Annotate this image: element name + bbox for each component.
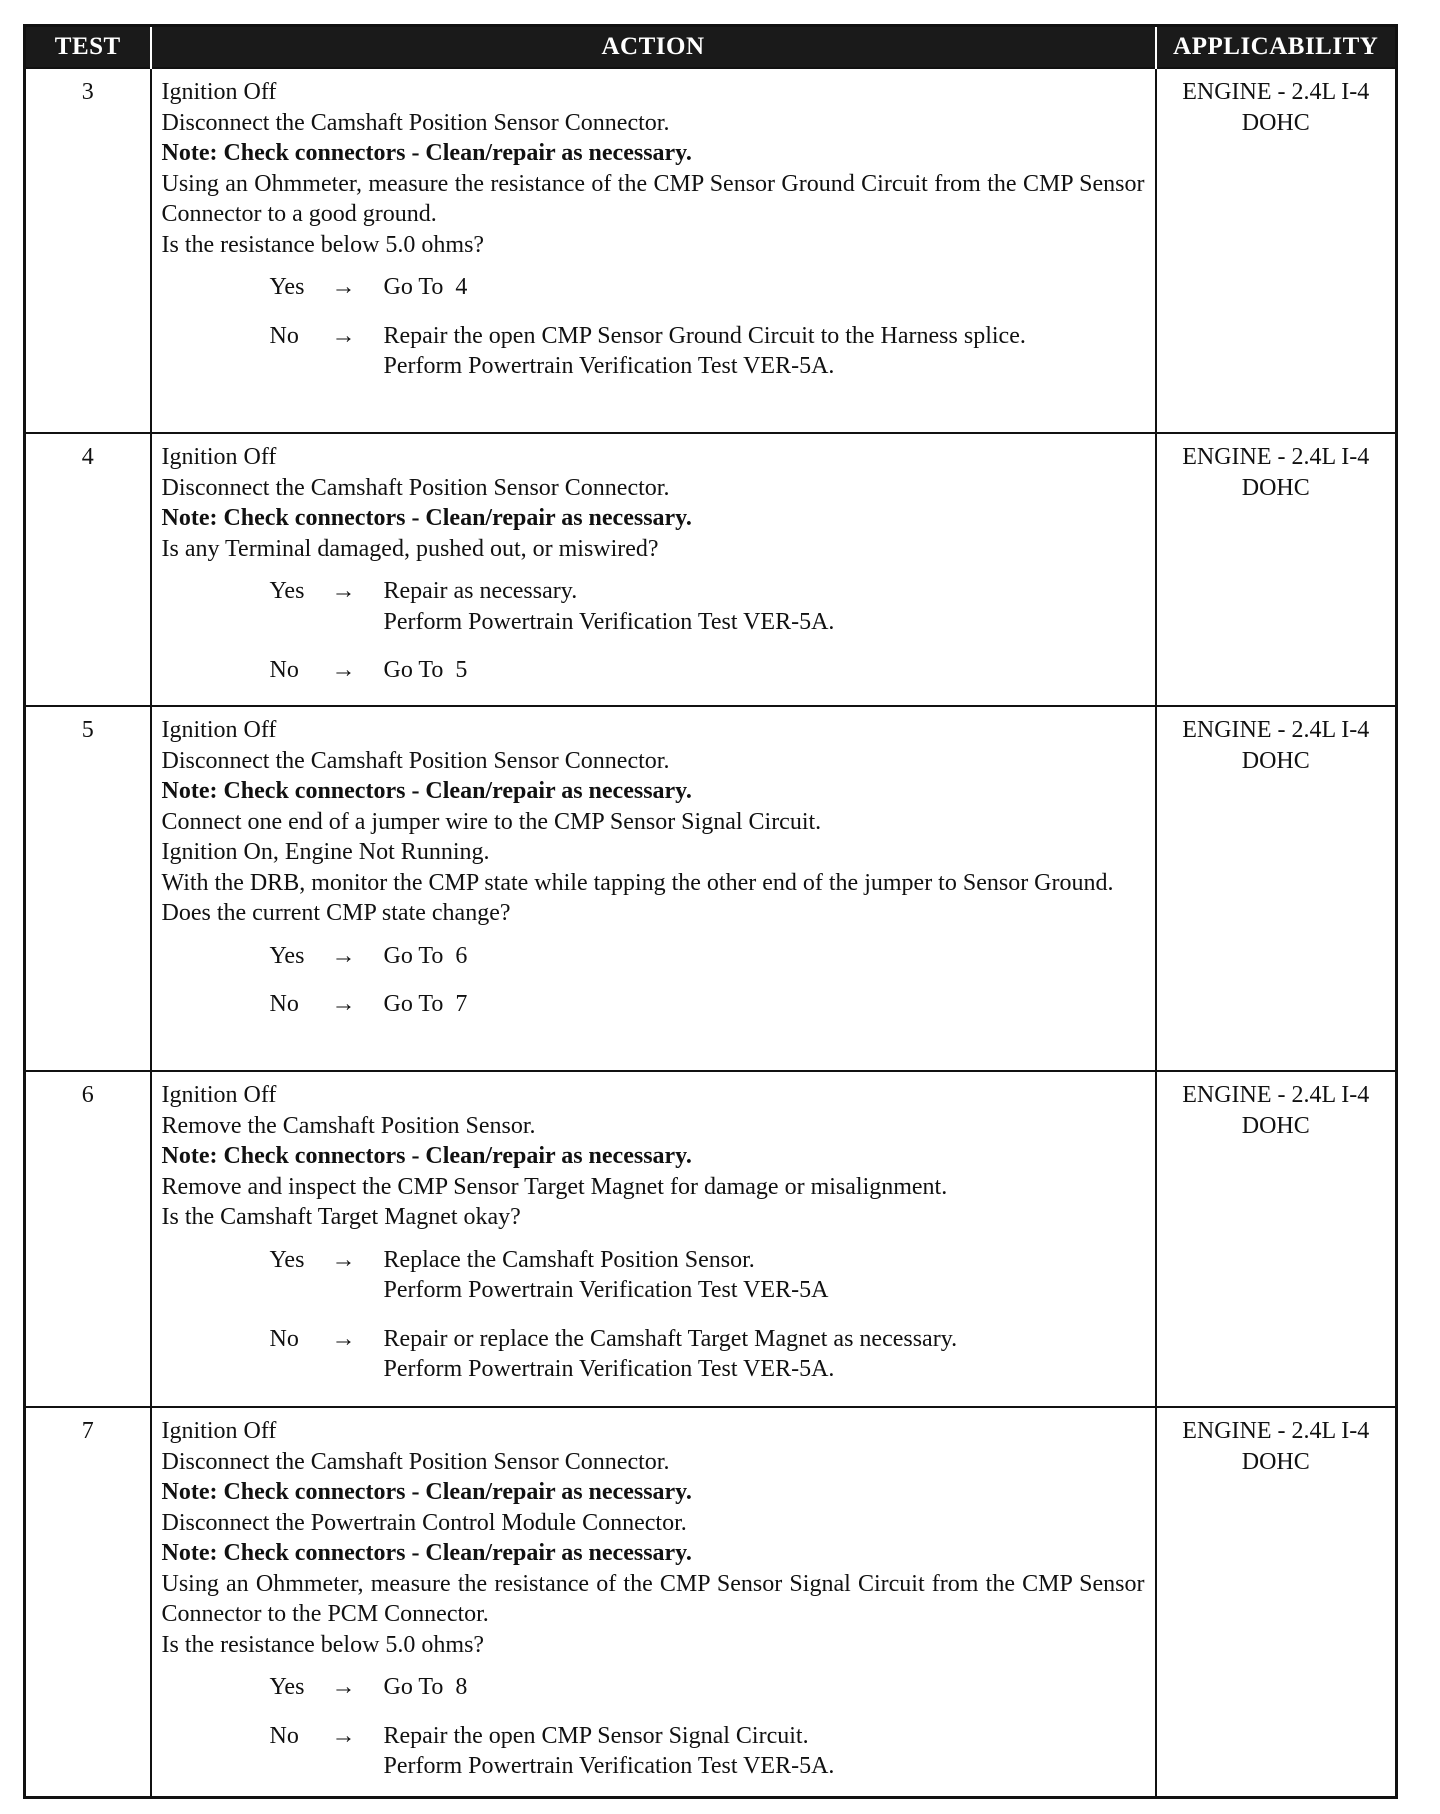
result-text: [384, 272, 1145, 303]
result-text: [384, 1721, 1145, 1782]
applicability-line: ENGINE - 2.4L I-4: [1182, 717, 1370, 743]
result-line: Replace the Camshaft Position Sensor.: [383, 1246, 755, 1273]
result-label: No: [269, 657, 299, 683]
result-label: Yes: [269, 942, 305, 969]
result-line: Go To 4: [383, 274, 468, 300]
table-row: [25, 1407, 1397, 1797]
result-text: [384, 941, 1145, 972]
arrow-icon: →: [331, 1722, 356, 1749]
step-line: Is the resistance below 5.0 ohms?: [161, 231, 485, 258]
applicability-cell: [1156, 68, 1397, 433]
step-line: Ignition Off: [161, 79, 277, 105]
applicability-line: ENGINE - 2.4L I-4: [1182, 1082, 1370, 1108]
step-line: With the DRB, monitor the CMP state while tapping the other end of the jumper to Sensor Ground.: [161, 869, 1114, 896]
test-number: 6: [25, 1071, 151, 1407]
result-line: Perform Powertrain Verification Test VER-5A.: [383, 608, 835, 635]
step-line: Using an Ohmmeter, measure the resistance of the CMP Sensor Signal Circuit from the CMP Sensor Connector to the PCM Connector.: [161, 1570, 1145, 1627]
test-number: 7: [25, 1407, 151, 1797]
arrow-icon: →: [331, 274, 356, 300]
arrow-icon: →: [331, 1246, 356, 1273]
result-label: No: [269, 1722, 299, 1749]
result-no: [270, 1324, 1145, 1385]
result-line: Repair as necessary.: [383, 578, 578, 604]
step-line: Ignition Off: [161, 1418, 277, 1444]
applicability-line: ENGINE - 2.4L I-4: [1182, 79, 1370, 105]
result-no: [270, 655, 1145, 686]
applicability-cell: [1156, 1071, 1397, 1407]
result-no: [270, 1721, 1145, 1782]
step-line: Ignition Off: [161, 444, 277, 470]
diagnostic-table: [23, 24, 1398, 1799]
note-line: Note: Check connectors - Clean/repair as necessary.: [161, 505, 692, 531]
step-line: Does the current CMP state change?: [161, 900, 511, 926]
header-row: [25, 26, 1397, 69]
result-text: [384, 655, 1145, 686]
step-line: Remove and inspect the CMP Sensor Target Magnet for damage or misalignment.: [161, 1173, 948, 1200]
applicability-line: DOHC: [1241, 1448, 1310, 1475]
step-line: Disconnect the Powertrain Control Module Connector.: [161, 1509, 687, 1536]
result-label: Yes: [269, 274, 305, 300]
action-cell: [151, 1407, 1156, 1797]
result-no: [270, 989, 1145, 1020]
result-label: No: [269, 1325, 299, 1352]
result-text: [384, 989, 1145, 1020]
applicability-line: ENGINE - 2.4L I-4: [1182, 444, 1370, 470]
result-text: [384, 576, 1145, 637]
step-line: Disconnect the Camshaft Position Sensor Connector.: [161, 747, 670, 774]
note-line: Note: Check connectors - Clean/repair as necessary.: [161, 140, 692, 166]
result-line: Repair or replace the Camshaft Target Magnet as necessary.: [383, 1325, 958, 1352]
arrow-icon: →: [331, 942, 356, 969]
result-line: Perform Powertrain Verification Test VER-5A.: [383, 353, 835, 379]
result-text: [384, 1672, 1145, 1703]
step-line: Is any Terminal damaged, pushed out, or miswired?: [161, 535, 659, 562]
result-line: Perform Powertrain Verification Test VER-5A: [383, 1277, 829, 1303]
applicability-line: DOHC: [1241, 474, 1310, 501]
result-line: Go To 6: [383, 942, 468, 969]
action-cell: [151, 1071, 1156, 1407]
step-line: Remove the Camshaft Position Sensor.: [161, 1112, 536, 1139]
step-line: Disconnect the Camshaft Position Sensor Connector.: [161, 1448, 670, 1475]
test-number: 5: [25, 706, 151, 1071]
applicability-line: DOHC: [1241, 1112, 1310, 1139]
result-line: Go To 7: [383, 991, 468, 1017]
step-line: Is the Camshaft Target Magnet okay?: [161, 1204, 521, 1230]
applicability-cell: [1156, 433, 1397, 706]
table-row: [25, 1071, 1397, 1407]
result-text: [384, 1245, 1145, 1306]
note-line: Note: Check connectors - Clean/repair as necessary.: [161, 778, 692, 804]
result-line: Repair the open CMP Sensor Signal Circuit.: [383, 1722, 809, 1749]
arrow-icon: →: [331, 578, 356, 604]
result-line: Perform Powertrain Verification Test VER-5A.: [383, 1356, 835, 1382]
step-line: Disconnect the Camshaft Position Sensor Connector.: [161, 474, 670, 501]
arrow-icon: →: [331, 991, 356, 1017]
applicability-cell: [1156, 706, 1397, 1071]
result-label: No: [269, 322, 299, 349]
result-text: [384, 1324, 1145, 1385]
applicability-line: DOHC: [1241, 109, 1310, 136]
result-line: Perform Powertrain Verification Test VER-5A.: [383, 1753, 835, 1779]
header-applicability: APPLICABILITY: [1156, 26, 1397, 69]
result-no: [270, 321, 1145, 382]
arrow-icon: →: [331, 322, 356, 349]
table-row: [25, 706, 1397, 1071]
step-line: Ignition On, Engine Not Running.: [161, 839, 490, 865]
arrow-icon: →: [331, 657, 356, 683]
step-line: Ignition Off: [161, 717, 277, 743]
arrow-icon: →: [331, 1325, 356, 1352]
note-line: Note: Check connectors - Clean/repair as necessary.: [161, 1143, 692, 1169]
step-line: Ignition Off: [161, 1082, 277, 1108]
result-yes: [270, 1672, 1145, 1703]
applicability-line: DOHC: [1241, 747, 1310, 774]
note-line: Note: Check connectors - Clean/repair as necessary.: [161, 1479, 692, 1505]
result-line: Go To 5: [383, 657, 468, 683]
result-text: [384, 321, 1145, 382]
header-action: ACTION: [151, 26, 1156, 69]
table-row: [25, 68, 1397, 433]
step-line: Connect one end of a jumper wire to the CMP Sensor Signal Circuit.: [161, 808, 822, 835]
arrow-icon: →: [331, 1674, 356, 1700]
result-line: Go To 8: [383, 1674, 468, 1700]
note-line: Note: Check connectors - Clean/repair as necessary.: [161, 1540, 692, 1566]
result-yes: [270, 1245, 1145, 1306]
step-line: Disconnect the Camshaft Position Sensor Connector.: [161, 109, 670, 136]
table-body: [25, 68, 1397, 1797]
result-yes: [270, 272, 1145, 303]
result-label: Yes: [269, 1674, 305, 1700]
table-row: [25, 433, 1397, 706]
header-test: TEST: [25, 26, 151, 69]
action-cell: [151, 706, 1156, 1071]
step-line: Using an Ohmmeter, measure the resistance of the CMP Sensor Ground Circuit from the CMP Sensor Connector to a good ground.: [161, 170, 1145, 227]
result-label: Yes: [269, 1246, 305, 1273]
step-line: Is the resistance below 5.0 ohms?: [161, 1631, 485, 1658]
action-cell: [151, 68, 1156, 433]
result-yes: [270, 576, 1145, 637]
applicability-cell: [1156, 1407, 1397, 1797]
result-yes: [270, 941, 1145, 972]
test-number: 3: [25, 68, 151, 433]
result-line: Repair the open CMP Sensor Ground Circuit to the Harness splice.: [383, 322, 1026, 349]
applicability-line: ENGINE - 2.4L I-4: [1182, 1418, 1370, 1444]
action-cell: [151, 433, 1156, 706]
result-label: No: [269, 991, 299, 1017]
test-number: 4: [25, 433, 151, 706]
result-label: Yes: [269, 578, 305, 604]
